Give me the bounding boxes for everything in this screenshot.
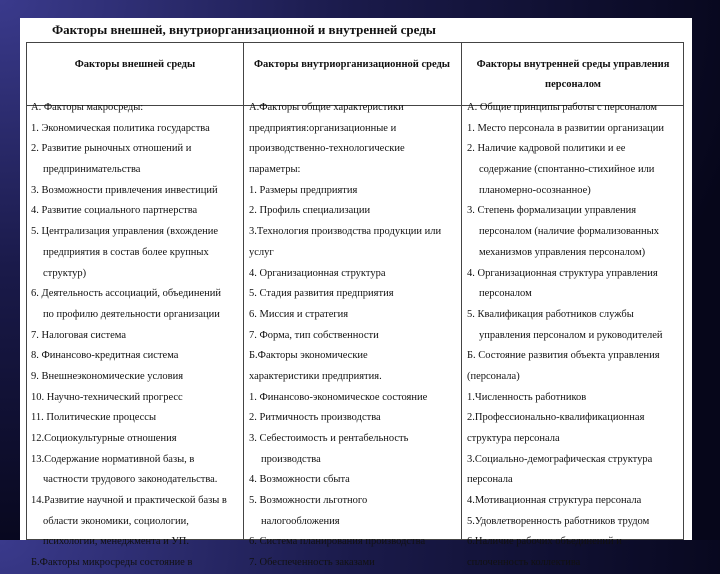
table-line: персоналом (наличие формализованных <box>479 226 659 238</box>
table-line: налогообложения <box>261 515 340 527</box>
table-line: 13.Содержание нормативной базы, в <box>31 453 195 465</box>
table-line: 1. Экономическая политика государства <box>31 122 210 134</box>
table-line: 5. Стадия развития предприятия <box>249 288 394 300</box>
table-line: 7. Налоговая система <box>31 329 126 341</box>
table-line: 6.Наличие рабочих объединений и <box>467 536 622 548</box>
table-line: 1. Финансово-экономическое состояние <box>249 391 428 403</box>
table-line: 5.Удовлетворенность работников трудом <box>467 515 650 527</box>
table-line: 3. Степень формализации управления <box>467 205 637 217</box>
table-line: 7. Форма, тип собственности <box>249 329 379 341</box>
table-line: структур) <box>43 267 87 279</box>
table-line: характеристики предприятия. <box>249 370 382 382</box>
table-line: сплоченность коллектива <box>467 557 581 569</box>
table-line: 2.Профессионально-квалификационная <box>467 412 645 424</box>
table-line: персонала <box>467 474 513 486</box>
table-line: 1.Численность работников <box>467 391 587 403</box>
table-line: 3. Себестоимость и рентабельность <box>249 433 409 444</box>
table-line: предприятия:организационные и <box>249 122 397 134</box>
table-line: структура персонала <box>467 433 560 444</box>
table-line: планомерно-осознанное) <box>479 184 591 196</box>
page-title: Факторы внешней, внутриорганизационной и внутренней среды <box>52 22 436 37</box>
table-line: 3.Социально-демографическая структура <box>467 453 653 465</box>
table-line: (персонала) <box>467 370 520 382</box>
table-line: 2. Наличие кадровой политики и ее <box>467 143 626 155</box>
table-line: частности трудового законодательства. <box>43 474 218 486</box>
table-line: Б.Факторы микросреды состояние в <box>31 557 193 569</box>
table-line: 2. Ритмичность производства <box>249 412 381 424</box>
table-line: 3.Технология производства продукции или <box>249 226 442 238</box>
table-line: 12.Социокультурные отношения <box>31 433 177 444</box>
table-line: 8. Финансово-кредитная система <box>31 350 179 362</box>
table-line: Б. Состояние развития объекта управления <box>467 350 660 362</box>
column-body-organizational <box>249 98 459 574</box>
column-header-line: персоналом <box>545 79 601 90</box>
column-header-line: Факторы внутриорганизационной среды <box>254 59 450 70</box>
table-line: содержание (спонтанно-стихийное или <box>479 164 655 176</box>
table-line: 10. Научно-технический прогресс <box>31 391 183 403</box>
table-line: 2. Профиль специализации <box>249 205 371 217</box>
table-line: 5. Централизация управления (вхождение <box>31 226 219 238</box>
column-header-external <box>27 55 243 75</box>
table-line: услуг <box>249 246 274 258</box>
table-line: 5. Возможности льготного <box>249 495 368 507</box>
table-line: 14.Развитие научной и практической базы в <box>31 495 227 507</box>
table-line: производства <box>261 453 321 465</box>
table-line: области экономики, социологии, <box>43 515 189 527</box>
table-line: психологии, менеджмента и УП. <box>43 536 190 548</box>
table-line: 1. Размеры предприятия <box>249 184 358 196</box>
table-line: 6. Миссия и стратегия <box>249 308 349 320</box>
table-line: механизмов управления персоналом) <box>479 246 646 258</box>
column-header-line: Факторы внешней среды <box>74 59 196 70</box>
column-divider <box>243 43 244 539</box>
table-line: 4. Организационная структура <box>249 267 386 279</box>
table-line: 5. Квалификация работников службы <box>467 308 634 320</box>
table-line: персоналом <box>479 288 532 300</box>
table-line: А.Факторы общие характеристики <box>249 102 404 113</box>
table-line: 3. Возможности привлечения инвестиций <box>31 184 218 196</box>
table-line: 9. Внешнеэкономические условия <box>31 370 184 382</box>
column-header-organizational <box>243 55 461 75</box>
table-line: 1. Место персонала в развитии организации <box>467 122 664 134</box>
table-line: параметры: <box>249 164 301 176</box>
table-line: 6. Деятельность ассоциаций, объединений <box>31 288 221 300</box>
column-divider <box>461 43 462 539</box>
document-page <box>20 18 692 569</box>
table-line: А. Общие принципы работы с персоналом <box>467 102 658 113</box>
column-header-internal <box>461 55 685 95</box>
table-line: предприятия в состав более крупных <box>43 246 209 258</box>
table-line: 4. Возможности сбыта <box>249 474 350 486</box>
table-line: управления персоналом и руководителей <box>479 329 663 341</box>
table-line: 6. Система планирования производства <box>249 536 426 548</box>
factors-table <box>26 42 684 569</box>
table-line: 11. Политические процессы <box>31 412 157 424</box>
table-line: по профилю деятельности организации <box>43 308 220 320</box>
table-line: А. Факторы макросреды: <box>31 102 144 113</box>
table-line: предпринимательства <box>43 164 141 176</box>
column-body-external <box>31 98 241 574</box>
table-line: 2. Развитие рыночных отношений и <box>31 143 192 155</box>
column-body-internal <box>467 98 683 574</box>
table-line: 4.Мотивационная структура персонала <box>467 495 642 507</box>
table-line: 4. Организационная структура управления <box>467 267 658 279</box>
table-line: 7. Обеспеченность заказами <box>249 557 375 569</box>
table-line: 4. Развитие социального партнерства <box>31 205 198 217</box>
table-line: производственно-технологические <box>249 143 405 155</box>
table-line: Б.Факторы экономические <box>249 350 368 362</box>
column-header-line: Факторы внутренней среды управления <box>476 59 670 70</box>
